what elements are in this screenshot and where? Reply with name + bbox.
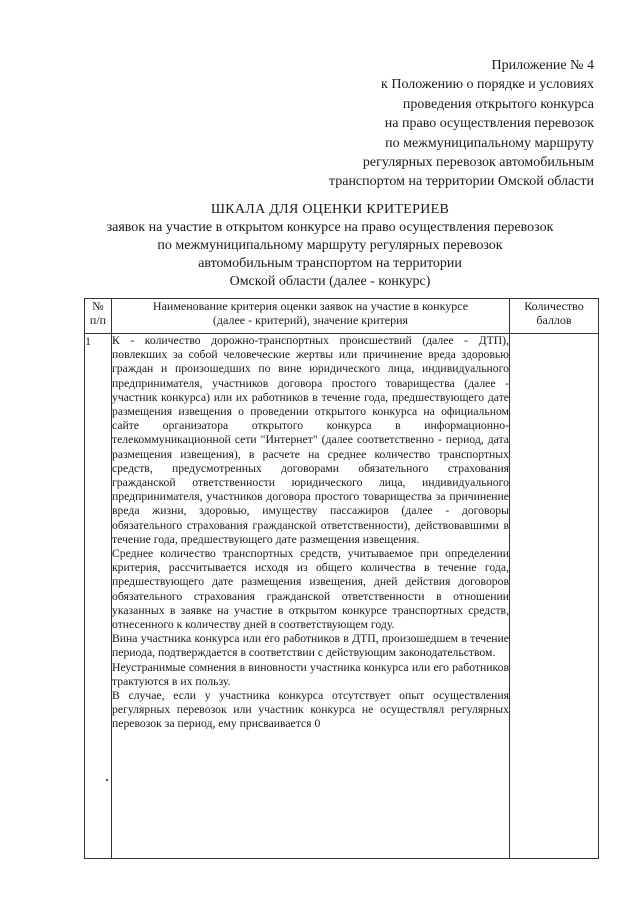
header-number-line2: п/п bbox=[89, 313, 107, 327]
appendix-line: по межмуниципальному маршруту bbox=[385, 135, 594, 151]
criterion-paragraph: В случае, если у участника конкурса отсутствует опыт осуществления регулярных перевозок или участник конкурса не осуществлял регулярных перевозок за период, ему присваивается 0 bbox=[112, 689, 509, 731]
header-score-line1: Количество bbox=[524, 299, 584, 313]
criterion-paragraph: Среднее количество транспортных средств, учитываемое при определении критерия, рассчитывается исходя из общего количества в течение года, предшествующего дате размещения извещения, дней действия договоров обязательного страхования гражданской ответственности в отношении указанных в заявке на участие в открытом конкурсе транспортных средств, отнесенного к количеству дней в соответствующем году. bbox=[112, 547, 509, 632]
document-heading bbox=[60, 201, 600, 291]
subtitle-line: Омской области (далее - конкурс) bbox=[229, 274, 431, 289]
subtitle-line: по межмуниципальному маршруту регулярных перевозок bbox=[157, 238, 503, 253]
criterion-paragraph: Вина участника конкурса или его работников в ДТП, произошедшем в течение периода, подтверждается в соответствии с действующим законодательством. bbox=[112, 632, 509, 660]
score-cell bbox=[510, 334, 599, 859]
row-number: 1 bbox=[85, 334, 112, 859]
header-name-line2: (далее - критерий), значение критерия bbox=[212, 313, 409, 327]
header-number bbox=[85, 299, 112, 334]
subtitle-line: автомобильным транспортом на территории bbox=[198, 256, 462, 271]
scan-mark bbox=[106, 779, 108, 781]
header-score bbox=[510, 299, 599, 334]
header-criterion-name bbox=[112, 299, 510, 334]
appendix-line: проведения открытого конкурса bbox=[402, 96, 594, 112]
subtitle-line: заявок на участие в открытом конкурсе на право осуществления перевозок bbox=[106, 220, 554, 235]
header-name-line1: Наименование критерия оценки заявок на участие в конкурсе bbox=[152, 299, 469, 313]
table-header-row bbox=[85, 299, 599, 334]
criterion-paragraph: К - количество дорожно-транспортных происшествий (далее - ДТП), повлекших за собой человеческие жертвы или причинение вреда здоровью граждан и произошедших по вине юридического лица, индивидуального предпринимателя, участников договора простого товарищества (далее - участник конкурса) или их работников в течение года, предшествующего дате размещения извещения о проведении открытого конкурса на официальном сайте организатора открытого конкурса в информационно-телекоммуникационной сети "Интернет" (далее соответственно - период, дата размещения извещения), в расчете на среднее количество транспортных средств, предусмотренных договорами обязательного страхования гражданской ответственности юридического лица, индивидуального предпринимателя, участников договора простого товарищества за причинение вреда жизни, здоровью, имуществу пассажиров (далее - договоры обязательного страхования гражданской ответственности), действовавшими в течение года, предшествующего дате размещения извещения. bbox=[112, 334, 509, 546]
criterion-paragraph: Неустранимые сомнения в виновности участника конкурса или его работников трактуются в их пользу. bbox=[112, 660, 509, 688]
table-row bbox=[85, 334, 599, 859]
appendix-block bbox=[274, 56, 594, 192]
appendix-line: транспортом на территории Омской области bbox=[328, 174, 594, 190]
appendix-line: Приложение № 4 bbox=[491, 58, 594, 73]
header-score-line2: баллов bbox=[536, 313, 572, 327]
appendix-line: на право осуществления перевозок bbox=[384, 116, 594, 132]
criteria-table bbox=[84, 298, 599, 859]
header-number-line1: № bbox=[92, 299, 104, 313]
appendix-line: к Положению о порядке и условиях bbox=[381, 77, 594, 93]
page-title: ШКАЛА ДЛЯ ОЦЕНКИ КРИТЕРИЕВ bbox=[210, 202, 450, 217]
appendix-line: регулярных перевозок автомобильным bbox=[362, 155, 594, 171]
criterion-description bbox=[112, 334, 510, 859]
